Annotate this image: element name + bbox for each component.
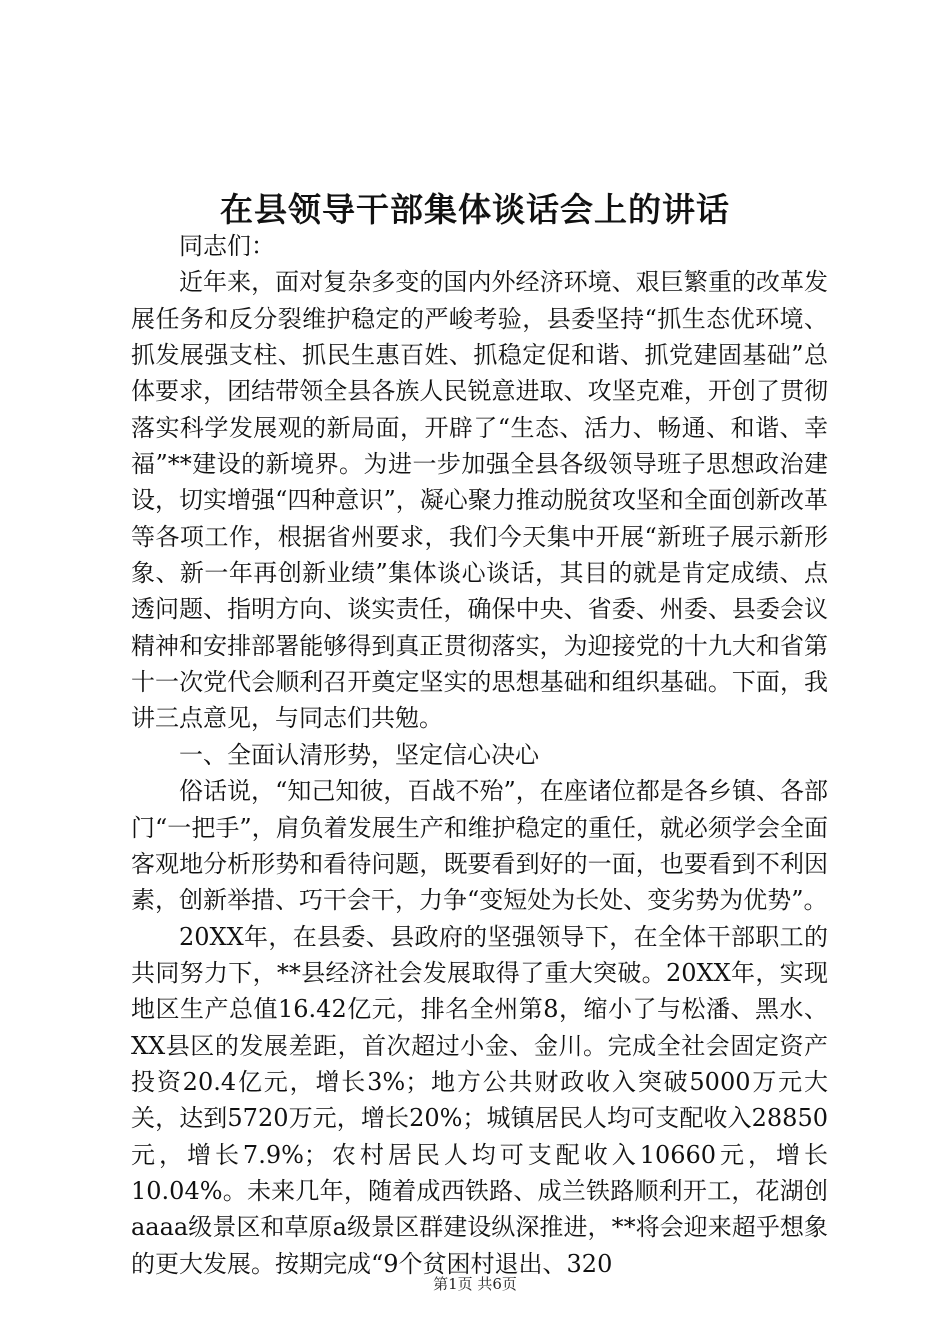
intro-paragraph: 近年来，面对复杂多变的国内外经济环境、艰巨繁重的改革发展任务和反分裂维护稳定的严峻考验，县委坚持“抓生态优环境、抓发展强支柱、抓民生惠百姓、抓稳定促和谐、抓党建固基础”总体要求，团结带领全县各族人民锐意进取、攻坚克难，开创了贯彻落实科学发展观的新局面，开辟了“生态、活力、畅通、和谐、幸福”**建设的新境界。为进一步加强全县各级领导班子思想政治建设，切实增强“四种意识”，凝心聚力推动脱贫攻坚和全面创新改革等各项工作，根据省州要求，我们今天集中开展“新班子展示新形象、新一年再创新业绩”集体谈心谈话，其目的就是肯定成绩、点透问题、指明方向、谈实责任，确保中央、省委、州委、县委会议精神和安排部署能够得到真正贯彻落实，为迎接党的十九大和省第十一次党代会顺利召开奠定坚实的思想基础和组织基础。下面，我讲三点意见，与同志们共勉。	[131, 268, 828, 733]
page-footer: 第1页 共6页	[433, 1275, 517, 1293]
document-title: 在县领导干部集体谈话会上的讲话	[220, 190, 730, 229]
section-heading: 一、全面认清形势，坚定信心决心	[179, 740, 539, 769]
body-paragraph: 20XX年，在县委、县政府的坚强领导下，在全体干部职工的共同努力下，**县经济社会发展取得了重大突破。20XX年，实现地区生产总值16.42亿元，排名全州第8，缩小了与松潘、黑水、XX县区的发展差距，首次超过小金、金川。完成全社会固定资产投资20.4亿元，增长3%；地方公共财政收入突破5000万元大关，达到5720万元，增长20%；城镇居民人均可支配收入28850元，增长7.9%；农村居民人均可支配收入10660元，增长10.04%。未来几年，随着成西铁路、成兰铁路顺利开工，花湖创aaaa级景区和草原a级景区群建设纵深推进，**将会迎来超乎想象的更大发展。按期完成“9个贫困村退出、320	[131, 922, 828, 1278]
salutation-paragraph: 同志们：	[179, 232, 275, 260]
document-body	[131, 228, 828, 1282]
body-paragraph: 俗话说，“知己知彼，百战不殆”，在座诸位都是各乡镇、各部门“一把手”，肩负着发展生产和维护稳定的重任，就必须学会全面客观地分析形势和看待问题，既要看到好的一面，也要看到不利因素，创新举措、巧干会干，力争“变短处为长处、变劣势为优势”。	[131, 777, 828, 915]
